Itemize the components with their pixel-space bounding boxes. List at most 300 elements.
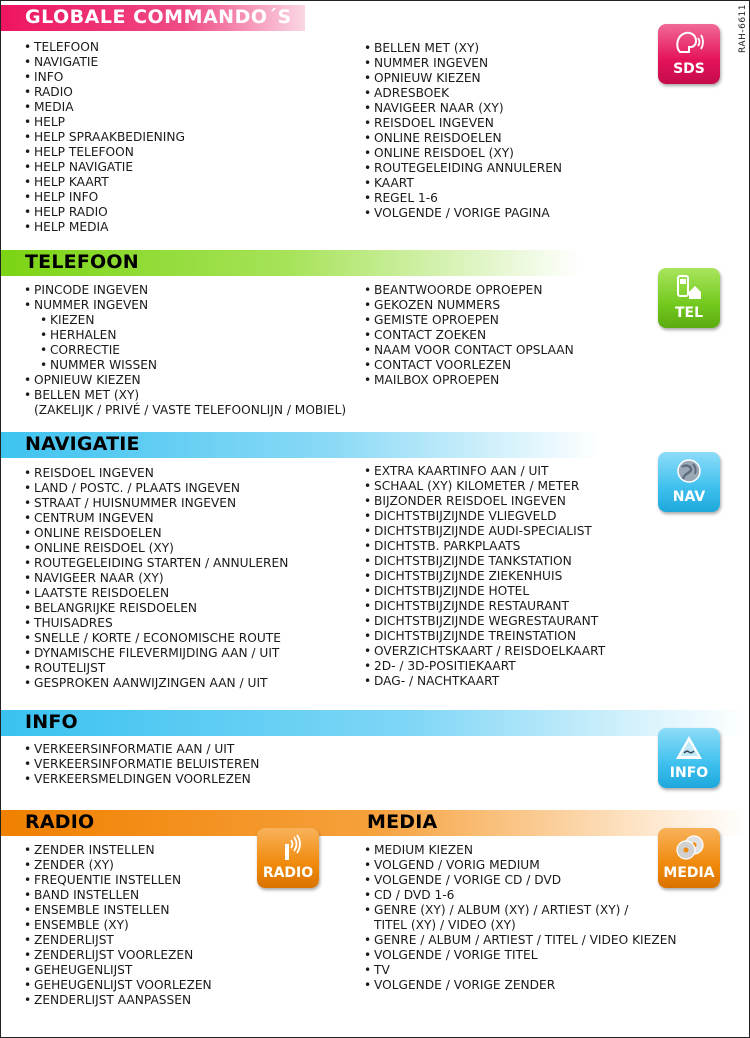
bullet-icon: • (24, 933, 32, 947)
bullet-icon: • (364, 373, 372, 387)
list-item-text: ZENDER INSTELLEN (34, 843, 155, 857)
bullet-icon: • (364, 71, 372, 85)
list-item (364, 569, 605, 584)
list-item (24, 496, 288, 511)
bullet-icon: • (364, 479, 372, 493)
list-item-text: HELP TELEFOON (34, 145, 134, 159)
bullet-icon: • (364, 116, 372, 130)
bullet-icon: • (24, 948, 32, 962)
bullet-icon: • (364, 343, 372, 357)
bullet-icon: • (24, 466, 32, 480)
bullet-icon: • (364, 176, 372, 190)
list-item-text: HELP NAVIGATIE (34, 160, 134, 174)
bullet-icon: • (24, 742, 32, 756)
list-item (24, 130, 185, 145)
list-item-text: DICHTSTBIJZIJNDE TREINSTATION (374, 629, 577, 643)
list-item-text: LAATSTE REISDOELEN (34, 586, 170, 600)
list-item (24, 978, 212, 993)
bullet-icon: • (364, 644, 372, 658)
bullet-icon: • (364, 554, 372, 568)
list-item-text: SCHAAL (XY) KILOMETER / METER (374, 479, 580, 493)
global-commands-right-list (364, 41, 562, 221)
bullet-icon: • (364, 101, 372, 115)
bullet-icon: • (364, 873, 372, 887)
radio-list (24, 843, 212, 1008)
telefoon-right-list (364, 283, 574, 388)
telefoon-left-list (24, 283, 346, 418)
list-item (364, 554, 605, 569)
list-item-text: TITEL (XY) / VIDEO (XY) (374, 918, 516, 932)
list-item (364, 873, 677, 888)
list-item (24, 328, 346, 343)
bullet-icon: • (364, 86, 372, 100)
section-header-global-commands (1, 5, 305, 31)
list-item (364, 71, 562, 86)
section-title-radio: RADIO (25, 811, 95, 833)
warning-triangle-icon (658, 728, 720, 788)
list-item-text: GENRE (XY) / ALBUM (XY) / ARTIEST (XY) / (374, 903, 629, 917)
list-item-text: CONTACT ZOEKEN (374, 328, 487, 342)
info-list (24, 742, 259, 787)
bullet-icon: • (364, 131, 372, 145)
bullet-icon: • (24, 175, 32, 189)
bullet-icon: • (24, 511, 32, 525)
bullet-icon: • (40, 328, 48, 342)
list-item (24, 993, 212, 1008)
list-item-text: ZENDERLIJST (34, 933, 114, 947)
bullet-icon: • (364, 328, 372, 342)
list-item-text: TELEFOON (34, 40, 99, 54)
list-item (24, 646, 288, 661)
list-item (364, 629, 605, 644)
bullet-icon: • (364, 41, 372, 55)
list-item-text: NUMMER INGEVEN (34, 298, 149, 312)
list-item (24, 526, 288, 541)
section-title: GLOBALE COMMANDO´S (25, 6, 292, 28)
list-item (364, 41, 562, 56)
list-item (364, 56, 562, 71)
list-item (24, 283, 346, 298)
list-item-text: 2D- / 3D-POSITIEKAART (374, 659, 516, 673)
navigatie-left-list (24, 466, 288, 691)
list-item (364, 903, 677, 918)
bullet-icon: • (364, 584, 372, 598)
list-item (24, 873, 212, 888)
list-item-text: DYNAMISCHE FILEVERMIJDING AAN / UIT (34, 646, 280, 660)
list-item (24, 903, 212, 918)
list-item-text: OVERZICHTSKAART / REISDOELKAART (374, 644, 606, 658)
list-item-text: VOLGENDE / VORIGE ZENDER (374, 978, 556, 992)
list-item-text: CD / DVD 1-6 (374, 888, 455, 902)
list-item-text: INFO (34, 70, 64, 84)
list-item (364, 101, 562, 116)
list-item (24, 481, 288, 496)
list-item-text: HELP INFO (34, 190, 99, 204)
list-item (24, 40, 185, 55)
bullet-icon: • (364, 903, 372, 917)
list-item-text: BAND INSTELLEN (34, 888, 140, 902)
list-item-text: VOLGENDE / VORIGE TITEL (374, 948, 538, 962)
list-item (24, 772, 259, 787)
list-item-text: DICHTSTBIJZIJNDE HOTEL (374, 584, 530, 598)
bullet-icon: • (24, 676, 32, 690)
media-icon-label: MEDIA (663, 865, 715, 881)
bullet-icon: • (364, 191, 372, 205)
list-item-text: TV (374, 963, 390, 977)
list-item-text: HELP RADIO (34, 205, 108, 219)
list-item (24, 511, 288, 526)
list-item (24, 948, 212, 963)
list-item-text: GEMISTE OPROEPEN (374, 313, 499, 327)
list-item (364, 206, 562, 221)
bullet-icon: • (24, 646, 32, 660)
list-item (24, 661, 288, 676)
list-item-text: DICHTSTBIJZIJNDE RESTAURANT (374, 599, 569, 613)
list-item-text: CONTACT VOORLEZEN (374, 358, 512, 372)
bullet-icon: • (24, 190, 32, 204)
list-item (24, 918, 212, 933)
list-item-text: BIJZONDER REISDOEL INGEVEN (374, 494, 566, 508)
bullet-icon: • (24, 283, 32, 297)
bullet-icon: • (24, 373, 32, 387)
list-item (24, 933, 212, 948)
list-item-text: DICHTSTBIJZIJNDE VLIEGVELD (374, 509, 557, 523)
list-item (364, 963, 677, 978)
bullet-icon: • (364, 978, 372, 992)
list-item (364, 644, 605, 659)
bullet-icon: • (24, 586, 32, 600)
list-item-text: THUISADRES (34, 616, 113, 630)
radio-icon-label: RADIO (262, 865, 314, 881)
list-item (364, 86, 562, 101)
list-item (364, 283, 574, 298)
list-item-text: ZENDERLIJST AANPASSEN (34, 993, 192, 1007)
list-item-text: FREQUENTIE INSTELLEN (34, 873, 182, 887)
bullet-icon: • (364, 298, 372, 312)
bullet-icon: • (24, 661, 32, 675)
bullet-icon: • (40, 358, 48, 372)
bullet-icon: • (24, 757, 32, 771)
list-item (364, 888, 677, 903)
list-item-text: SNELLE / KORTE / ECONOMISCHE ROUTE (34, 631, 281, 645)
list-item (24, 190, 185, 205)
tel-icon-label: TEL (674, 305, 704, 321)
list-item-text: VOLGEND / VORIG MEDIUM (374, 858, 540, 872)
list-item-text: REGEL 1-6 (374, 191, 438, 205)
list-item-text: REISDOEL INGEVEN (374, 116, 494, 130)
navigatie-right-list (364, 464, 605, 689)
bullet-icon: • (24, 145, 32, 159)
list-item-text: BELANGRIJKE REISDOELEN (34, 601, 198, 615)
list-item (364, 614, 605, 629)
list-item-text: HERHALEN (50, 328, 117, 342)
list-item (24, 963, 212, 978)
list-item-text: CORRECTIE (50, 343, 120, 357)
bullet-icon: • (364, 933, 372, 947)
bullet-icon: • (364, 283, 372, 297)
list-item (24, 676, 288, 691)
list-item-text: VERKEERSINFORMATIE BELUISTEREN (34, 757, 260, 771)
bullet-icon: • (364, 569, 372, 583)
list-item (364, 161, 562, 176)
bullet-icon: • (24, 873, 32, 887)
list-item (364, 131, 562, 146)
disc-icon (658, 828, 720, 888)
list-item-text: DICHTSTBIJZIJNDE TANKSTATION (374, 554, 572, 568)
list-item (364, 479, 605, 494)
list-item (364, 524, 605, 539)
bullet-icon: • (364, 659, 372, 673)
bullet-icon: • (24, 130, 32, 144)
list-item-text: ROUTEGELEIDING STARTEN / ANNULEREN (34, 556, 289, 570)
bullet-icon: • (24, 481, 32, 495)
list-item-text: (ZAKELIJK / PRIVÉ / VASTE TELEFOONLIJN / MOBIEL) (34, 403, 347, 417)
sds-icon-label: SDS (673, 61, 705, 77)
list-item (364, 494, 605, 509)
list-item (24, 160, 185, 175)
list-item (24, 571, 288, 586)
list-item-text: ZENDER (XY) (34, 858, 114, 872)
list-item-text: ONLINE REISDOEL (XY) (374, 146, 514, 160)
bullet-icon: • (364, 313, 372, 327)
nav-icon-label: NAV (672, 489, 706, 505)
list-item-text: KIEZEN (50, 313, 95, 327)
list-item-text: HELP MEDIA (34, 220, 109, 234)
radio-antenna-icon (257, 828, 319, 888)
bullet-icon: • (24, 631, 32, 645)
section-header-navigatie (1, 432, 601, 458)
list-item-text: BEANTWOORDE OPROEPEN (374, 283, 543, 297)
bullet-icon: • (24, 205, 32, 219)
bullet-icon: • (364, 858, 372, 872)
info-icon-label: INFO (669, 765, 709, 781)
document-code: RAH-6611 (738, 4, 748, 53)
list-item (24, 466, 288, 481)
media-list (364, 843, 677, 993)
list-item-text: PINCODE INGEVEN (34, 283, 149, 297)
list-item-text: GEKOZEN NUMMERS (374, 298, 501, 312)
section-title: INFO (25, 711, 78, 733)
list-item-text: ENSEMBLE INSTELLEN (34, 903, 170, 917)
list-item-text: MEDIA (34, 100, 74, 114)
list-item (364, 146, 562, 161)
bullet-icon: • (364, 963, 372, 977)
list-item (364, 539, 605, 554)
list-item (24, 145, 185, 160)
list-item-text: DICHTSTBIJZIJNDE WEGRESTAURANT (374, 614, 599, 628)
bullet-icon: • (24, 220, 32, 234)
bullet-icon: • (24, 85, 32, 99)
list-item (24, 175, 185, 190)
list-item (364, 373, 574, 388)
list-item (24, 888, 212, 903)
list-item (24, 100, 185, 115)
list-item-text: VERKEERSINFORMATIE AAN / UIT (34, 742, 235, 756)
bullet-icon: • (364, 539, 372, 553)
list-item-text: DAG- / NACHTKAART (374, 674, 500, 688)
list-item-text: ZENDERLIJST VOORLEZEN (34, 948, 194, 962)
list-item-text: DICHTSTBIJZIJNDE ZIEKENHUIS (374, 569, 563, 583)
list-item (364, 358, 574, 373)
list-item (24, 843, 212, 858)
bullet-icon: • (364, 614, 372, 628)
list-item-text: NUMMER WISSEN (50, 358, 158, 372)
list-item (24, 205, 185, 220)
phone-icon (658, 268, 720, 328)
section-title-media: MEDIA (367, 811, 438, 833)
list-item-text: MEDIUM KIEZEN (374, 843, 473, 857)
list-item-text: ENSEMBLE (XY) (34, 918, 129, 932)
list-item (24, 556, 288, 571)
bullet-icon: • (364, 464, 372, 478)
bullet-icon: • (24, 100, 32, 114)
bullet-icon: • (364, 358, 372, 372)
bullet-icon: • (24, 526, 32, 540)
bullet-icon: • (24, 55, 32, 69)
bullet-icon: • (24, 115, 32, 129)
bullet-icon: • (24, 858, 32, 872)
list-item (24, 757, 259, 772)
list-item (364, 328, 574, 343)
list-item (364, 659, 605, 674)
list-item-text: RADIO (34, 85, 73, 99)
list-item-text: ADRESBOEK (374, 86, 450, 100)
list-item-text: OPNIEUW KIEZEN (374, 71, 481, 85)
bullet-icon: • (364, 524, 372, 538)
section-header-radio-media (1, 810, 746, 836)
list-item-text: VOLGENDE / VORIGE PAGINA (374, 206, 550, 220)
bullet-icon: • (24, 993, 32, 1007)
bullet-icon: • (40, 343, 48, 357)
list-item (364, 464, 605, 479)
bullet-icon: • (24, 903, 32, 917)
list-item (364, 176, 562, 191)
list-item (24, 343, 346, 358)
section-header-info (1, 710, 746, 736)
list-item (24, 358, 346, 373)
list-item-text: ONLINE REISDOEL (XY) (34, 541, 174, 555)
sds-icon (658, 24, 720, 84)
list-item-text: GESPROKEN AANWIJZINGEN AAN / UIT (34, 676, 268, 690)
list-item-text: ONLINE REISDOELEN (34, 526, 162, 540)
bullet-icon: • (24, 843, 32, 857)
list-item (24, 586, 288, 601)
list-item (364, 116, 562, 131)
list-item-text: OPNIEUW KIEZEN (34, 373, 141, 387)
list-item-text: KAART (374, 176, 414, 190)
bullet-icon: • (364, 494, 372, 508)
bullet-icon: • (364, 56, 372, 70)
list-item-text: LAND / POSTC. / PLAATS INGEVEN (34, 481, 240, 495)
globe-icon (658, 452, 720, 512)
list-item (364, 343, 574, 358)
list-item (364, 298, 574, 313)
bullet-icon: • (24, 978, 32, 992)
list-item (364, 674, 605, 689)
bullet-icon: • (24, 556, 32, 570)
list-item-text: VERKEERSMELDINGEN VOORLEZEN (34, 772, 251, 786)
list-item (24, 85, 185, 100)
list-item (364, 918, 677, 933)
list-item (364, 313, 574, 328)
bullet-icon: • (24, 601, 32, 615)
list-item (24, 541, 288, 556)
section-header-telefoon (1, 250, 581, 276)
list-item-text: EXTRA KAARTINFO AAN / UIT (374, 464, 549, 478)
bullet-icon: • (364, 888, 372, 902)
list-item (364, 948, 677, 963)
bullet-icon: • (364, 843, 372, 857)
global-commands-left-list (24, 40, 185, 235)
list-item-text: GEHEUGENLIJST VOORLEZEN (34, 978, 212, 992)
bullet-icon: • (24, 616, 32, 630)
list-item (364, 599, 605, 614)
bullet-icon: • (364, 509, 372, 523)
bullet-icon: • (24, 918, 32, 932)
list-item-text: STRAAT / HUISNUMMER INGEVEN (34, 496, 237, 510)
list-item-text: ONLINE REISDOELEN (374, 131, 502, 145)
list-item (364, 191, 562, 206)
bullet-icon: • (24, 70, 32, 84)
bullet-icon: • (364, 599, 372, 613)
list-item-text: ROUTELIJST (34, 661, 106, 675)
bullet-icon: • (364, 948, 372, 962)
list-item (364, 933, 677, 948)
list-item-text: HELP KAART (34, 175, 109, 189)
list-item-text: HELP (34, 115, 66, 129)
list-item (24, 55, 185, 70)
list-item (24, 631, 288, 646)
list-item-text: NUMMER INGEVEN (374, 56, 489, 70)
list-item (24, 616, 288, 631)
list-item-text: NAVIGATIE (34, 55, 99, 69)
section-title: NAVIGATIE (25, 433, 140, 455)
list-item-text: ROUTEGELEIDING ANNULEREN (374, 161, 563, 175)
bullet-icon: • (364, 629, 372, 643)
list-item (24, 403, 346, 418)
list-item (24, 373, 346, 388)
list-item-text: REISDOEL INGEVEN (34, 466, 154, 480)
list-item (24, 388, 346, 403)
list-item (364, 858, 677, 873)
list-item-text: NAAM VOOR CONTACT OPSLAAN (374, 343, 574, 357)
list-item-text: NAVIGEER NAAR (XY) (34, 571, 164, 585)
bullet-icon: • (24, 963, 32, 977)
bullet-icon: • (364, 146, 372, 160)
list-item-text: MAILBOX OPROEPEN (374, 373, 500, 387)
bullet-icon: • (24, 160, 32, 174)
list-item (24, 220, 185, 235)
list-item (24, 313, 346, 328)
list-item (24, 601, 288, 616)
bullet-icon: • (40, 313, 48, 327)
list-item-text: GEHEUGENLIJST (34, 963, 133, 977)
list-item (24, 742, 259, 757)
list-item-text: CENTRUM INGEVEN (34, 511, 154, 525)
list-item-text: DICHTSTBIJZIJNDE AUDI-SPECIALIST (374, 524, 592, 538)
bullet-icon: • (24, 571, 32, 585)
bullet-icon: • (24, 298, 32, 312)
list-item-text: NAVIGEER NAAR (XY) (374, 101, 504, 115)
list-item-text: BELLEN MET (XY) (374, 41, 480, 55)
list-item (24, 298, 346, 313)
list-item-text: VOLGENDE / VORIGE CD / DVD (374, 873, 562, 887)
bullet-icon: • (364, 161, 372, 175)
bullet-icon: • (24, 772, 32, 786)
list-item (24, 858, 212, 873)
list-item-text: HELP SPRAAKBEDIENING (34, 130, 185, 144)
list-item (24, 70, 185, 85)
